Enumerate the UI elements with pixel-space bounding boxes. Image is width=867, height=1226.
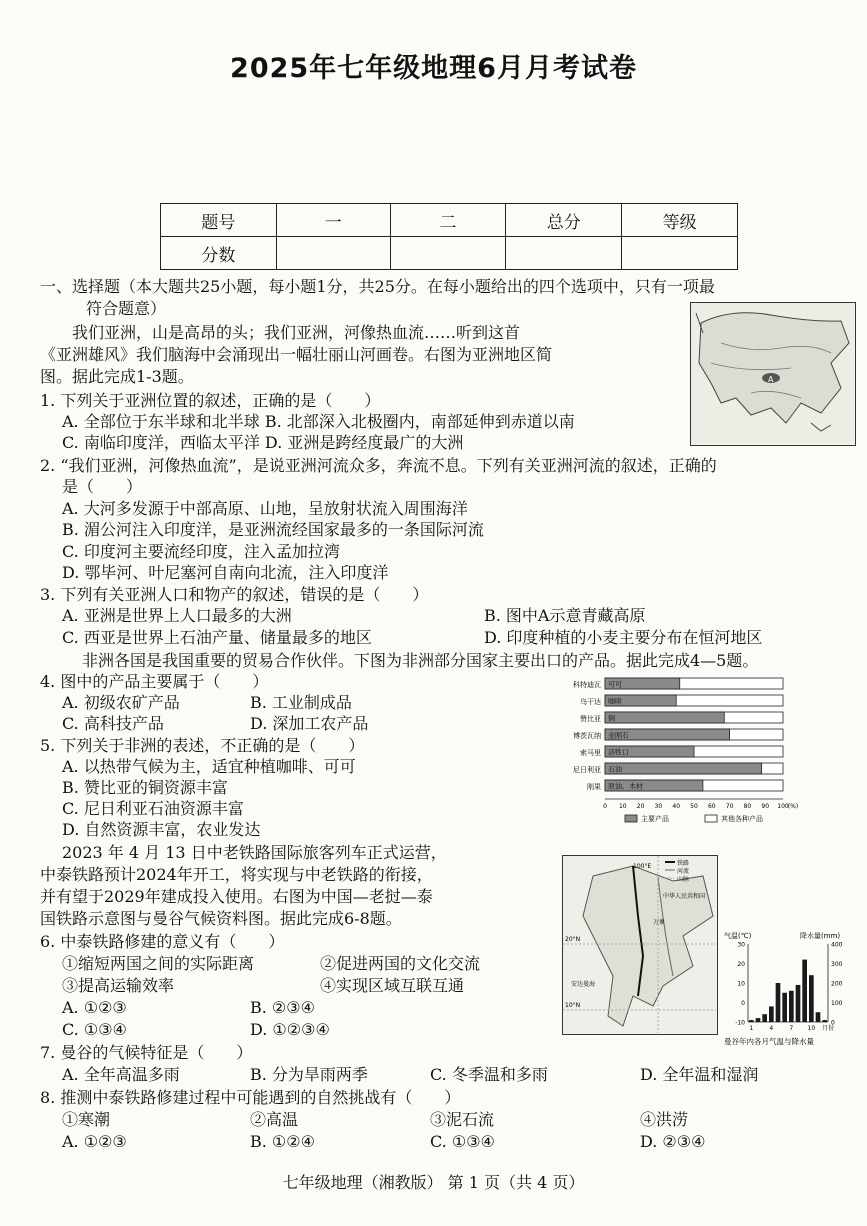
map-label-a: A <box>768 375 774 384</box>
score-input-cell[interactable] <box>506 237 622 270</box>
q5-option-d[interactable]: D. 自然资源丰富，农业发达 <box>62 820 261 839</box>
q4-option-d[interactable]: D. 深加工农产品 <box>250 714 369 733</box>
climate-month-tick: 7 <box>789 1025 794 1032</box>
chart-product-label: 石油 <box>608 765 622 774</box>
q8-statement-4: ④洪涝 <box>640 1110 689 1129</box>
climate-precip-bar <box>776 983 781 1022</box>
q8-option-b[interactable]: B. ①②④ <box>250 1132 315 1151</box>
legend-main-label: 主要产品 <box>641 815 669 823</box>
bangkok-climate-chart <box>722 930 860 1050</box>
asia-map <box>690 302 856 446</box>
chart-x-unit: (%) <box>787 803 799 810</box>
chart-x-tick: 80 <box>743 803 752 810</box>
score-input-cell[interactable] <box>276 237 390 270</box>
q5-stem: 5. 下列关于非洲的表述，不正确的是（ ） <box>40 736 365 755</box>
chart-x-tick: 70 <box>725 803 734 810</box>
score-input-cell[interactable] <box>622 237 738 270</box>
climate-month-label: 月份 <box>822 1025 835 1032</box>
q3-option-c[interactable]: C. 西亚是世界上石油产量、储量最多的地区 <box>62 628 372 647</box>
rail-intro: 中泰铁路预计2024年开工，将实现与中老铁路的衔接， <box>40 865 433 884</box>
q2-option-c[interactable]: C. 印度河主要流经印度，注入孟加拉湾 <box>62 542 340 561</box>
climate-month-tick: 4 <box>769 1025 774 1032</box>
country-label: 中华人民共和国 <box>663 893 706 900</box>
chart-x-tick: 10 <box>618 803 627 810</box>
score-cell: 总分 <box>506 204 622 237</box>
q6-stem: 6. 中泰铁路修建的意义有（ ） <box>40 932 285 951</box>
rail-intro: 2023 年 4 月 13 日中老铁路国际旅客列车正式运营， <box>62 843 447 862</box>
climate-precip-tick: 400 <box>831 941 843 949</box>
q3-option-d[interactable]: D. 印度种植的小麦主要分布在恒河地区 <box>484 628 763 647</box>
africa-intro: 非洲各国是我国重要的贸易合作伙伴。下图为非洲部分国家主要出口的产品。据此完成4—5题。 <box>82 651 759 670</box>
q8-statement-3: ③泥石流 <box>430 1110 495 1129</box>
score-input-cell[interactable] <box>390 237 506 270</box>
legend-river: 河流 <box>677 868 690 875</box>
chart-category-label: 赞比亚 <box>580 715 601 723</box>
chart-category-label: 尼日利亚 <box>573 766 601 774</box>
q7-option-a[interactable]: A. 全年高温多雨 <box>62 1065 180 1084</box>
q2-option-a[interactable]: A. 大河多发源于中部高原、山地，呈放射状流入周围海洋 <box>62 499 468 518</box>
q1-options[interactable]: C. 南临印度洋，西临太平洋 D. 亚洲是跨经度最广的大洲 <box>62 433 464 452</box>
q6-statement-2: ②促进两国的文化交流 <box>320 954 481 973</box>
railway-map <box>562 855 718 1035</box>
q7-option-d[interactable]: D. 全年温和湿润 <box>640 1065 759 1084</box>
intro-text: 《亚洲雄风》我们脑海中会涌现出一幅壮丽山河画卷。右图为亚洲地区简 <box>40 345 553 364</box>
q7-stem: 7. 曼谷的气候特征是（ ） <box>40 1043 253 1062</box>
q6-option-c[interactable]: C. ①③④ <box>62 1020 127 1039</box>
score-table-header <box>161 204 738 237</box>
chart-x-tick: 30 <box>654 803 663 810</box>
climate-temp-tick: 30 <box>737 941 745 949</box>
q8-option-c[interactable]: C. ①③④ <box>430 1132 495 1151</box>
climate-precip-bar <box>769 1006 774 1022</box>
score-cell: 分数 <box>161 237 277 270</box>
legend-other-label: 其他各种产品 <box>721 815 763 823</box>
rail-intro: 并有望于2029年建成投入使用。右图为中国—老挝—泰 <box>40 887 433 906</box>
q6-statement-4: ④实现区域互联互通 <box>320 976 465 995</box>
climate-precip-bar <box>789 991 794 1022</box>
score-table <box>160 203 738 270</box>
climate-precip-bar <box>809 975 814 1022</box>
city-label: 万象 <box>653 919 666 926</box>
q8-statement-2: ②高温 <box>250 1110 299 1129</box>
legend-railway: 铁路 <box>677 860 690 867</box>
climate-precip-bar <box>796 985 801 1022</box>
q5-option-a[interactable]: A. 以热带气候为主，适宜种植咖啡、可可 <box>62 757 356 776</box>
chart-product-label: 咖啡 <box>608 697 622 706</box>
score-cell: 一 <box>276 204 390 237</box>
q7-option-b[interactable]: B. 分为旱雨两季 <box>250 1065 368 1084</box>
section-heading-cont: 符合题意） <box>86 299 167 318</box>
q2-option-b[interactable]: B. 湄公河注入印度洋，是亚洲流经国家最多的一条国际河流 <box>62 520 484 539</box>
chart-category-label: 索马里 <box>580 749 601 757</box>
score-table-row <box>161 237 738 270</box>
sea-label: 安达曼海 <box>571 981 596 988</box>
q6-option-a[interactable]: A. ①②③ <box>62 998 127 1017</box>
chart-x-tick: 40 <box>672 803 681 810</box>
chart-product-label: 可可 <box>608 680 622 689</box>
climate-temp-tick: -10 <box>735 1019 745 1027</box>
chart-category-label: 刚果 <box>587 783 601 791</box>
q3-option-b[interactable]: B. 图中A示意青藏高原 <box>484 606 646 625</box>
chart-x-tick: 90 <box>761 803 770 810</box>
q4-option-c[interactable]: C. 高科技产品 <box>62 714 164 733</box>
chart-x-tick: 60 <box>707 803 716 810</box>
q2-option-d[interactable]: D. 鄂毕河、叶尼塞河自南向北流，注入印度洋 <box>62 563 389 582</box>
climate-precip-bar <box>749 1020 754 1022</box>
climate-temp-tick: 0 <box>741 1000 745 1007</box>
score-cell: 等级 <box>622 204 738 237</box>
page-title: 2025年七年级地理6月月考试卷 <box>230 53 637 84</box>
chart-category-label: 博茨瓦纳 <box>573 732 601 740</box>
q4-stem: 4. 图中的产品主要属于（ ） <box>40 672 269 691</box>
chart-bar-main <box>605 763 762 774</box>
q6-statement-1: ①缩短两国之间的实际距离 <box>62 954 255 973</box>
q5-option-c[interactable]: C. 尼日利亚石油资源丰富 <box>62 799 244 818</box>
climate-precip-tick: 100 <box>831 1000 843 1007</box>
q6-statement-3: ③提高运输效率 <box>62 976 175 995</box>
score-cell: 二 <box>390 204 506 237</box>
chart-x-tick: 20 <box>636 803 645 810</box>
climate-precip-bar <box>802 960 807 1022</box>
legend-swatch-main <box>625 815 637 822</box>
intro-text: 图。据此完成1-3题。 <box>40 367 194 386</box>
climate-temp-axis-title: 气温(℃) <box>724 932 752 940</box>
climate-month-tick: 1 <box>749 1025 754 1032</box>
chart-product-label: 原油、木材 <box>608 782 643 791</box>
chart-x-tick: 50 <box>690 803 698 810</box>
climate-month-tick: 10 <box>807 1025 816 1032</box>
climate-precip-tick: 0 <box>831 1019 835 1027</box>
climate-caption: 曼谷年内各月气温与降水量 <box>724 1037 814 1046</box>
lat-label-20: 20°N <box>565 936 581 943</box>
q8-stem: 8. 推测中泰铁路修建过程中可能遇到的自然挑战有（ ） <box>40 1088 461 1107</box>
chart-category-label: 科特迪瓦 <box>573 681 601 689</box>
climate-precip-bar <box>762 1014 767 1022</box>
chart-category-label: 乌干达 <box>580 698 601 706</box>
q1-stem: 1. 下列关于亚洲位置的叙述，正确的是（ ） <box>40 391 381 410</box>
chart-x-tick: 0 <box>603 803 607 810</box>
q6-option-b[interactable]: B. ②③④ <box>250 998 315 1017</box>
rail-intro: 国铁路示意图与曼谷气候资料图。据此完成6-8题。 <box>40 909 402 928</box>
q8-option-d[interactable]: D. ②③④ <box>640 1132 706 1151</box>
q4-option-b[interactable]: B. 工业制成品 <box>250 693 352 712</box>
q3-stem: 3. 下列有关亚洲人口和物产的叙述，错误的是（ ） <box>40 585 429 604</box>
page-footer: 七年级地理（湘教版） 第 1 页（共 4 页） <box>282 1173 585 1192</box>
climate-precip-tick: 200 <box>831 980 843 988</box>
intro-text: 我们亚洲，山是高昂的头；我们亚洲，河像热血流……听到这首 <box>72 323 521 342</box>
score-cell: 题号 <box>161 204 277 237</box>
chart-product-label: 金刚石 <box>608 731 629 740</box>
climate-precip-tick: 300 <box>831 961 843 968</box>
climate-precip-bar <box>822 1020 827 1022</box>
q3-option-a[interactable]: A. 亚洲是世界上人口最多的大洲 <box>62 606 292 625</box>
lat-label-10: 10°N <box>565 1002 581 1009</box>
chart-product-label: 铜 <box>608 714 615 723</box>
climate-temp-tick: 10 <box>737 980 745 988</box>
q2-stem: 2. “我们亚洲，河像热血流”，是说亚洲河流众多，奔流不息。下列有关亚洲河流的叙述，正确的 <box>40 456 717 475</box>
climate-precip-bar <box>782 993 787 1022</box>
section-heading: 一、选择题（本大题共25小题，每小题1分，共25分。在每小题给出的四个选项中，只有一项最 <box>40 277 715 296</box>
legend-mountain: 山脉 <box>677 876 690 883</box>
q8-option-a[interactable]: A. ①②③ <box>62 1132 127 1151</box>
chart-x-tick: 100 <box>777 803 789 810</box>
chart-bar-main <box>605 712 724 723</box>
africa-export-chart <box>555 672 799 840</box>
climate-precip-bar <box>816 1012 821 1022</box>
legend-swatch-other <box>705 815 717 822</box>
q1-options[interactable]: A. 全部位于东半球和北半球 B. 北部深入北极圈内，南部延伸到赤道以南 <box>62 412 575 431</box>
q2-stem-cont: 是（ ） <box>62 477 143 496</box>
climate-precip-bar <box>756 1018 761 1022</box>
q8-statement-1: ①寒潮 <box>62 1110 111 1129</box>
q6-option-d[interactable]: D. ①②③④ <box>250 1020 330 1039</box>
q4-option-a[interactable]: A. 初级农矿产品 <box>62 693 180 712</box>
chart-product-label: 活牲口 <box>608 748 629 757</box>
lon-label: 100°E <box>633 863 652 870</box>
climate-precip-axis-title: 降水量(mm) <box>800 932 841 940</box>
q5-option-b[interactable]: B. 赞比亚的铜资源丰富 <box>62 778 228 797</box>
q7-option-c[interactable]: C. 冬季温和多雨 <box>430 1065 548 1084</box>
climate-temp-tick: 20 <box>737 961 745 968</box>
